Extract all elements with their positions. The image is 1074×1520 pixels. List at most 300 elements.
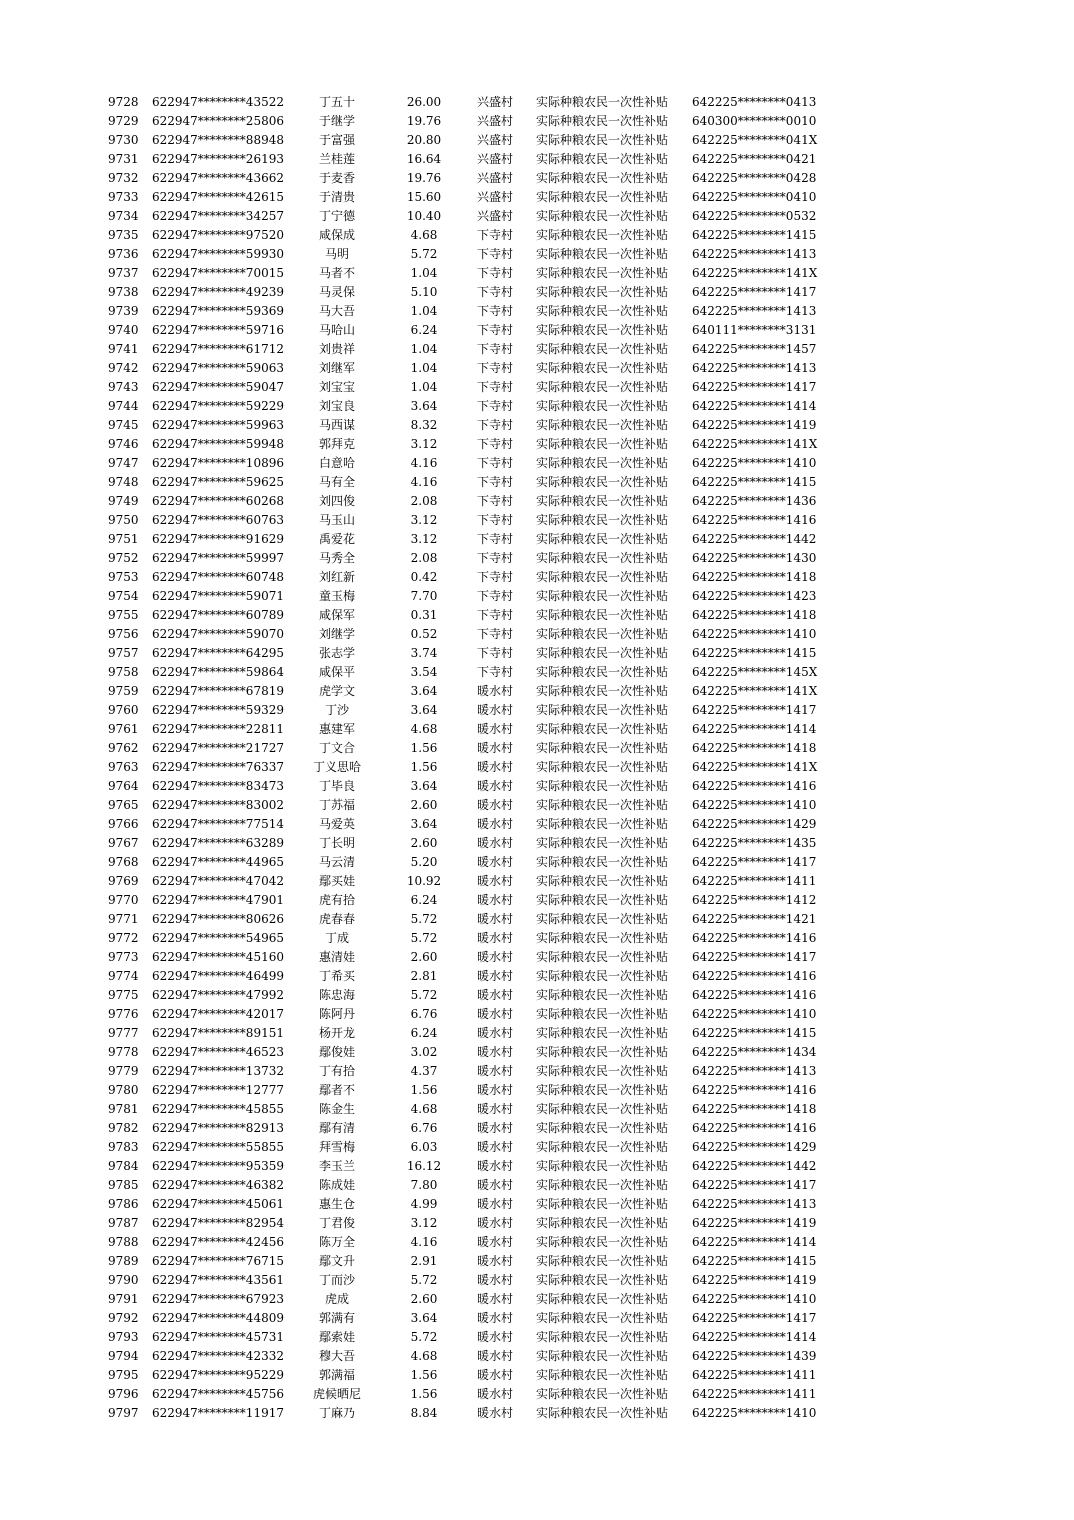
village-cell: 下寺村 xyxy=(476,323,513,337)
row-number-cell: 9739 xyxy=(108,304,139,318)
planting-area-cell: 7.80 xyxy=(410,1178,438,1192)
farmer-name-cell: 马者不 xyxy=(318,266,355,280)
village-cell: 下寺村 xyxy=(476,437,513,451)
subsidy-item-cell: 实际种粮农民一次性补贴 xyxy=(536,931,669,945)
farmer-name-cell: 马有全 xyxy=(318,475,355,489)
id-number-cell: 642225********1410 xyxy=(692,1007,817,1021)
table-row xyxy=(0,796,1074,815)
table-row xyxy=(0,302,1074,321)
id-number-cell: 642225********1439 xyxy=(692,1349,817,1363)
bank-account-cell: 622947********45756 xyxy=(152,1387,284,1401)
farmer-name-cell: 咸保军 xyxy=(318,608,355,622)
subsidy-item-cell: 实际种粮农民一次性补贴 xyxy=(536,1368,669,1382)
subsidy-item-cell: 实际种粮农民一次性补贴 xyxy=(536,950,669,964)
subsidy-item-cell: 实际种粮农民一次性补贴 xyxy=(536,1045,669,1059)
table-row xyxy=(0,1043,1074,1062)
planting-area-cell: 1.56 xyxy=(410,741,438,755)
table-row xyxy=(0,1214,1074,1233)
planting-area-cell: 26.00 xyxy=(406,95,442,109)
subsidy-item-cell: 实际种粮农民一次性补贴 xyxy=(536,627,669,641)
id-number-cell: 642225********1415 xyxy=(692,475,817,489)
village-cell: 兴盛村 xyxy=(476,171,513,185)
village-cell: 兴盛村 xyxy=(476,190,513,204)
bank-account-cell: 622947********83473 xyxy=(152,779,284,793)
row-number-cell: 9793 xyxy=(108,1330,139,1344)
planting-area-cell: 5.72 xyxy=(410,988,438,1002)
subsidy-item-cell: 实际种粮农民一次性补贴 xyxy=(536,798,669,812)
village-cell: 暖水村 xyxy=(476,1140,513,1154)
village-cell: 兴盛村 xyxy=(476,95,513,109)
subsidy-item-cell: 实际种粮农民一次性补贴 xyxy=(536,1178,669,1192)
bank-account-cell: 622947********88948 xyxy=(152,133,284,147)
row-number-cell: 9780 xyxy=(108,1083,139,1097)
row-number-cell: 9779 xyxy=(108,1064,139,1078)
bank-account-cell: 622947********44965 xyxy=(152,855,284,869)
row-number-cell: 9781 xyxy=(108,1102,139,1116)
row-number-cell: 9792 xyxy=(108,1311,139,1325)
farmer-name-cell: 于继学 xyxy=(318,114,355,128)
row-number-cell: 9744 xyxy=(108,399,139,413)
table-row xyxy=(0,891,1074,910)
farmer-name-cell: 马哈山 xyxy=(318,323,355,337)
farmer-name-cell: 刘红新 xyxy=(318,570,355,584)
planting-area-cell: 3.64 xyxy=(410,779,438,793)
farmer-name-cell: 刘继军 xyxy=(318,361,355,375)
farmer-name-cell: 郭拜克 xyxy=(318,437,355,451)
table-row xyxy=(0,1024,1074,1043)
subsidy-item-cell: 实际种粮农民一次性补贴 xyxy=(536,209,669,223)
bank-account-cell: 622947********83002 xyxy=(152,798,284,812)
id-number-cell: 642225********1419 xyxy=(692,418,817,432)
row-number-cell: 9753 xyxy=(108,570,139,584)
planting-area-cell: 3.64 xyxy=(410,703,438,717)
subsidy-item-cell: 实际种粮农民一次性补贴 xyxy=(536,551,669,565)
farmer-name-cell: 于麦香 xyxy=(318,171,355,185)
id-number-cell: 642225********1414 xyxy=(692,399,817,413)
row-number-cell: 9734 xyxy=(108,209,139,223)
id-number-cell: 642225********1417 xyxy=(692,380,817,394)
farmer-name-cell: 丁希买 xyxy=(318,969,355,983)
village-cell: 暖水村 xyxy=(476,1235,513,1249)
village-cell: 下寺村 xyxy=(476,475,513,489)
bank-account-cell: 622947********60763 xyxy=(152,513,284,527)
bank-account-cell: 622947********43522 xyxy=(152,95,284,109)
bank-account-cell: 622947********59864 xyxy=(152,665,284,679)
village-cell: 暖水村 xyxy=(476,1368,513,1382)
row-number-cell: 9766 xyxy=(108,817,139,831)
id-number-cell: 642225********1413 xyxy=(692,1064,817,1078)
planting-area-cell: 5.20 xyxy=(410,855,438,869)
row-number-cell: 9767 xyxy=(108,836,139,850)
farmer-name-cell: 虎候晒尼 xyxy=(312,1387,361,1401)
farmer-name-cell: 于富强 xyxy=(318,133,355,147)
farmer-name-cell: 刘四俊 xyxy=(318,494,355,508)
subsidy-item-cell: 实际种粮农民一次性补贴 xyxy=(536,456,669,470)
planting-area-cell: 6.03 xyxy=(410,1140,438,1154)
bank-account-cell: 622947********59963 xyxy=(152,418,284,432)
id-number-cell: 642225********1418 xyxy=(692,1102,817,1116)
village-cell: 下寺村 xyxy=(476,532,513,546)
farmer-name-cell: 丁麻乃 xyxy=(318,1406,355,1420)
row-number-cell: 9785 xyxy=(108,1178,139,1192)
table-row xyxy=(0,207,1074,226)
id-number-cell: 642225********1418 xyxy=(692,608,817,622)
table-row xyxy=(0,625,1074,644)
subsidy-item-cell: 实际种粮农民一次性补贴 xyxy=(536,722,669,736)
subsidy-item-cell: 实际种粮农民一次性补贴 xyxy=(536,1273,669,1287)
row-number-cell: 9735 xyxy=(108,228,139,242)
village-cell: 暖水村 xyxy=(476,779,513,793)
bank-account-cell: 622947********55855 xyxy=(152,1140,284,1154)
farmer-name-cell: 刘宝宝 xyxy=(318,380,355,394)
subsidy-item-cell: 实际种粮农民一次性补贴 xyxy=(536,1083,669,1097)
village-cell: 下寺村 xyxy=(476,665,513,679)
row-number-cell: 9730 xyxy=(108,133,139,147)
planting-area-cell: 3.12 xyxy=(410,513,438,527)
village-cell: 暖水村 xyxy=(476,1311,513,1325)
planting-area-cell: 2.60 xyxy=(410,836,438,850)
farmer-name-cell: 虎成 xyxy=(324,1292,349,1306)
table-row xyxy=(0,473,1074,492)
bank-account-cell: 622947********43662 xyxy=(152,171,284,185)
subsidy-item-cell: 实际种粮农民一次性补贴 xyxy=(536,1330,669,1344)
bank-account-cell: 622947********45160 xyxy=(152,950,284,964)
row-number-cell: 9782 xyxy=(108,1121,139,1135)
subsidy-item-cell: 实际种粮农民一次性补贴 xyxy=(536,380,669,394)
village-cell: 下寺村 xyxy=(476,494,513,508)
village-cell: 暖水村 xyxy=(476,741,513,755)
planting-area-cell: 2.91 xyxy=(410,1254,438,1268)
planting-area-cell: 1.56 xyxy=(410,1387,438,1401)
planting-area-cell: 2.60 xyxy=(410,798,438,812)
farmer-name-cell: 鄢者不 xyxy=(318,1083,355,1097)
row-number-cell: 9787 xyxy=(108,1216,139,1230)
id-number-cell: 642225********1411 xyxy=(692,1387,817,1401)
row-number-cell: 9731 xyxy=(108,152,139,166)
village-cell: 暖水村 xyxy=(476,931,513,945)
subsidy-item-cell: 实际种粮农民一次性补贴 xyxy=(536,247,669,261)
farmer-name-cell: 丁苏福 xyxy=(318,798,355,812)
farmer-name-cell: 马西谋 xyxy=(318,418,355,432)
village-cell: 下寺村 xyxy=(476,228,513,242)
row-number-cell: 9794 xyxy=(108,1349,139,1363)
id-number-cell: 642225********1416 xyxy=(692,988,817,1002)
bank-account-cell: 622947********59329 xyxy=(152,703,284,717)
planting-area-cell: 1.04 xyxy=(410,342,438,356)
village-cell: 下寺村 xyxy=(476,456,513,470)
planting-area-cell: 5.72 xyxy=(410,247,438,261)
village-cell: 下寺村 xyxy=(476,627,513,641)
subsidy-item-cell: 实际种粮农民一次性补贴 xyxy=(536,1311,669,1325)
table-row xyxy=(0,606,1074,625)
row-number-cell: 9759 xyxy=(108,684,139,698)
subsidy-item-cell: 实际种粮农民一次性补贴 xyxy=(536,912,669,926)
row-number-cell: 9732 xyxy=(108,171,139,185)
planting-area-cell: 20.80 xyxy=(406,133,442,147)
village-cell: 下寺村 xyxy=(476,361,513,375)
table-row xyxy=(0,150,1074,169)
subsidy-item-cell: 实际种粮农民一次性补贴 xyxy=(536,1026,669,1040)
bank-account-cell: 622947********45855 xyxy=(152,1102,284,1116)
subsidy-item-cell: 实际种粮农民一次性补贴 xyxy=(536,1140,669,1154)
village-cell: 暖水村 xyxy=(476,1254,513,1268)
table-row xyxy=(0,644,1074,663)
farmer-name-cell: 刘继学 xyxy=(318,627,355,641)
farmer-name-cell: 丁文合 xyxy=(318,741,355,755)
id-number-cell: 642225********1419 xyxy=(692,1216,817,1230)
table-row xyxy=(0,1309,1074,1328)
farmer-name-cell: 丁有拾 xyxy=(318,1064,355,1078)
village-cell: 暖水村 xyxy=(476,836,513,850)
row-number-cell: 9757 xyxy=(108,646,139,660)
id-number-cell: 642225********1416 xyxy=(692,1121,817,1135)
table-row xyxy=(0,834,1074,853)
subsidy-item-cell: 实际种粮农民一次性补贴 xyxy=(536,304,669,318)
village-cell: 暖水村 xyxy=(476,1349,513,1363)
subsidy-item-cell: 实际种粮农民一次性补贴 xyxy=(536,513,669,527)
subsidy-item-cell: 实际种粮农民一次性补贴 xyxy=(536,532,669,546)
farmer-name-cell: 白意哈 xyxy=(318,456,355,470)
subsidy-item-cell: 实际种粮农民一次性补贴 xyxy=(536,1197,669,1211)
subsidy-item-cell: 实际种粮农民一次性补贴 xyxy=(536,361,669,375)
planting-area-cell: 5.10 xyxy=(410,285,438,299)
subsidy-item-cell: 实际种粮农民一次性补贴 xyxy=(536,190,669,204)
bank-account-cell: 622947********59930 xyxy=(152,247,284,261)
table-row xyxy=(0,1271,1074,1290)
row-number-cell: 9751 xyxy=(108,532,139,546)
planting-area-cell: 8.84 xyxy=(410,1406,438,1420)
village-cell: 暖水村 xyxy=(476,912,513,926)
row-number-cell: 9741 xyxy=(108,342,139,356)
row-number-cell: 9745 xyxy=(108,418,139,432)
planting-area-cell: 3.02 xyxy=(410,1045,438,1059)
row-number-cell: 9743 xyxy=(108,380,139,394)
farmer-name-cell: 丁成 xyxy=(324,931,349,945)
id-number-cell: 642225********0428 xyxy=(692,171,817,185)
row-number-cell: 9790 xyxy=(108,1273,139,1287)
id-number-cell: 642225********141X xyxy=(692,760,818,774)
village-cell: 下寺村 xyxy=(476,304,513,318)
row-number-cell: 9742 xyxy=(108,361,139,375)
subsidy-item-cell: 实际种粮农民一次性补贴 xyxy=(536,1121,669,1135)
planting-area-cell: 3.12 xyxy=(410,532,438,546)
bank-account-cell: 622947********59070 xyxy=(152,627,284,641)
table-row xyxy=(0,568,1074,587)
subsidy-item-cell: 实际种粮农民一次性补贴 xyxy=(536,1102,669,1116)
farmer-name-cell: 鄢有清 xyxy=(318,1121,355,1135)
row-number-cell: 9748 xyxy=(108,475,139,489)
village-cell: 暖水村 xyxy=(476,1330,513,1344)
subsidy-item-cell: 实际种粮农民一次性补贴 xyxy=(536,836,669,850)
row-number-cell: 9764 xyxy=(108,779,139,793)
bank-account-cell: 622947********59369 xyxy=(152,304,284,318)
table-row xyxy=(0,454,1074,473)
farmer-name-cell: 咸保平 xyxy=(318,665,355,679)
id-number-cell: 642225********1416 xyxy=(692,1083,817,1097)
planting-area-cell: 4.68 xyxy=(410,1349,438,1363)
bank-account-cell: 622947********47901 xyxy=(152,893,284,907)
subsidy-table xyxy=(0,93,1074,1423)
planting-area-cell: 2.81 xyxy=(410,969,438,983)
village-cell: 下寺村 xyxy=(476,266,513,280)
id-number-cell: 642225********1415 xyxy=(692,1254,817,1268)
farmer-name-cell: 马秀全 xyxy=(318,551,355,565)
planting-area-cell: 0.52 xyxy=(410,627,438,641)
planting-area-cell: 19.76 xyxy=(406,171,442,185)
farmer-name-cell: 童玉梅 xyxy=(318,589,355,603)
village-cell: 暖水村 xyxy=(476,798,513,812)
bank-account-cell: 622947********10896 xyxy=(152,456,284,470)
id-number-cell: 642225********1417 xyxy=(692,285,817,299)
table-row xyxy=(0,1233,1074,1252)
farmer-name-cell: 马大吾 xyxy=(318,304,355,318)
farmer-name-cell: 鄢买娃 xyxy=(318,874,355,888)
village-cell: 暖水村 xyxy=(476,1406,513,1420)
subsidy-item-cell: 实际种粮农民一次性补贴 xyxy=(536,760,669,774)
farmer-name-cell: 虎春春 xyxy=(318,912,355,926)
planting-area-cell: 6.24 xyxy=(410,1026,438,1040)
subsidy-item-cell: 实际种粮农民一次性补贴 xyxy=(536,893,669,907)
bank-account-cell: 622947********34257 xyxy=(152,209,284,223)
farmer-name-cell: 虎学文 xyxy=(318,684,355,698)
id-number-cell: 642225********1413 xyxy=(692,247,817,261)
bank-account-cell: 622947********95229 xyxy=(152,1368,284,1382)
id-number-cell: 642225********1411 xyxy=(692,1368,817,1382)
village-cell: 暖水村 xyxy=(476,684,513,698)
id-number-cell: 642225********041X xyxy=(692,133,818,147)
table-row xyxy=(0,1157,1074,1176)
subsidy-item-cell: 实际种粮农民一次性补贴 xyxy=(536,855,669,869)
id-number-cell: 642225********1413 xyxy=(692,1197,817,1211)
farmer-name-cell: 丁君俊 xyxy=(318,1216,355,1230)
subsidy-item-cell: 实际种粮农民一次性补贴 xyxy=(536,494,669,508)
table-row xyxy=(0,663,1074,682)
subsidy-item-cell: 实际种粮农民一次性补贴 xyxy=(536,266,669,280)
village-cell: 暖水村 xyxy=(476,1273,513,1287)
planting-area-cell: 15.60 xyxy=(406,190,442,204)
bank-account-cell: 622947********21727 xyxy=(152,741,284,755)
table-row xyxy=(0,1062,1074,1081)
id-number-cell: 642225********1416 xyxy=(692,931,817,945)
planting-area-cell: 6.24 xyxy=(410,323,438,337)
id-number-cell: 642225********1411 xyxy=(692,874,817,888)
farmer-name-cell: 丁宁德 xyxy=(318,209,355,223)
id-number-cell: 642225********1415 xyxy=(692,1026,817,1040)
village-cell: 暖水村 xyxy=(476,817,513,831)
planting-area-cell: 16.64 xyxy=(406,152,442,166)
farmer-name-cell: 刘贵祥 xyxy=(318,342,355,356)
table-row xyxy=(0,1119,1074,1138)
bank-account-cell: 622947********47992 xyxy=(152,988,284,1002)
id-number-cell: 642225********1435 xyxy=(692,836,817,850)
bank-account-cell: 622947********59047 xyxy=(152,380,284,394)
subsidy-item-cell: 实际种粮农民一次性补贴 xyxy=(536,1254,669,1268)
id-number-cell: 642225********1410 xyxy=(692,627,817,641)
subsidy-item-cell: 实际种粮农民一次性补贴 xyxy=(536,817,669,831)
id-number-cell: 642225********1410 xyxy=(692,1406,817,1420)
table-row xyxy=(0,872,1074,891)
subsidy-item-cell: 实际种粮农民一次性补贴 xyxy=(536,323,669,337)
bank-account-cell: 622947********47042 xyxy=(152,874,284,888)
id-number-cell: 642225********1436 xyxy=(692,494,817,508)
table-row xyxy=(0,739,1074,758)
row-number-cell: 9758 xyxy=(108,665,139,679)
table-row xyxy=(0,777,1074,796)
bank-account-cell: 622947********49239 xyxy=(152,285,284,299)
bank-account-cell: 622947********61712 xyxy=(152,342,284,356)
subsidy-item-cell: 实际种粮农民一次性补贴 xyxy=(536,285,669,299)
table-row xyxy=(0,587,1074,606)
id-number-cell: 642225********1410 xyxy=(692,798,817,812)
table-row xyxy=(0,188,1074,207)
planting-area-cell: 5.72 xyxy=(410,931,438,945)
planting-area-cell: 10.40 xyxy=(406,209,442,223)
farmer-name-cell: 丁沙 xyxy=(324,703,349,717)
village-cell: 暖水村 xyxy=(476,703,513,717)
bank-account-cell: 622947********44809 xyxy=(152,1311,284,1325)
village-cell: 下寺村 xyxy=(476,399,513,413)
subsidy-item-cell: 实际种粮农民一次性补贴 xyxy=(536,1064,669,1078)
farmer-name-cell: 郭满福 xyxy=(318,1368,355,1382)
id-number-cell: 642225********1419 xyxy=(692,1273,817,1287)
village-cell: 下寺村 xyxy=(476,380,513,394)
farmer-name-cell: 咸保成 xyxy=(318,228,355,242)
subsidy-item-cell: 实际种粮农民一次性补贴 xyxy=(536,570,669,584)
village-cell: 暖水村 xyxy=(476,1064,513,1078)
row-number-cell: 9752 xyxy=(108,551,139,565)
village-cell: 暖水村 xyxy=(476,1102,513,1116)
table-row xyxy=(0,549,1074,568)
village-cell: 暖水村 xyxy=(476,1216,513,1230)
subsidy-item-cell: 实际种粮农民一次性补贴 xyxy=(536,1292,669,1306)
id-number-cell: 642225********1423 xyxy=(692,589,817,603)
farmer-name-cell: 鄢索娃 xyxy=(318,1330,355,1344)
farmer-name-cell: 禹爱花 xyxy=(318,532,355,546)
row-number-cell: 9773 xyxy=(108,950,139,964)
bank-account-cell: 622947********12777 xyxy=(152,1083,284,1097)
row-number-cell: 9769 xyxy=(108,874,139,888)
farmer-name-cell: 杨开龙 xyxy=(318,1026,355,1040)
id-number-cell: 642225********1442 xyxy=(692,532,817,546)
planting-area-cell: 3.64 xyxy=(410,1311,438,1325)
village-cell: 暖水村 xyxy=(476,1045,513,1059)
subsidy-item-cell: 实际种粮农民一次性补贴 xyxy=(536,874,669,888)
farmer-name-cell: 惠清娃 xyxy=(318,950,355,964)
table-row xyxy=(0,283,1074,302)
row-number-cell: 9733 xyxy=(108,190,139,204)
table-row xyxy=(0,264,1074,283)
id-number-cell: 642225********1418 xyxy=(692,741,817,755)
planting-area-cell: 4.68 xyxy=(410,228,438,242)
bank-account-cell: 622947********67923 xyxy=(152,1292,284,1306)
subsidy-item-cell: 实际种粮农民一次性补贴 xyxy=(536,342,669,356)
table-row xyxy=(0,378,1074,397)
id-number-cell: 642225********1414 xyxy=(692,722,817,736)
id-number-cell: 642225********145X xyxy=(692,665,818,679)
row-number-cell: 9763 xyxy=(108,760,139,774)
planting-area-cell: 1.04 xyxy=(410,361,438,375)
row-number-cell: 9756 xyxy=(108,627,139,641)
planting-area-cell: 1.56 xyxy=(410,1083,438,1097)
village-cell: 暖水村 xyxy=(476,1026,513,1040)
planting-area-cell: 1.56 xyxy=(410,760,438,774)
village-cell: 暖水村 xyxy=(476,1121,513,1135)
id-number-cell: 642225********141X xyxy=(692,437,818,451)
row-number-cell: 9728 xyxy=(108,95,139,109)
subsidy-item-cell: 实际种粮农民一次性补贴 xyxy=(536,589,669,603)
bank-account-cell: 622947********60789 xyxy=(152,608,284,622)
bank-account-cell: 622947********97520 xyxy=(152,228,284,242)
